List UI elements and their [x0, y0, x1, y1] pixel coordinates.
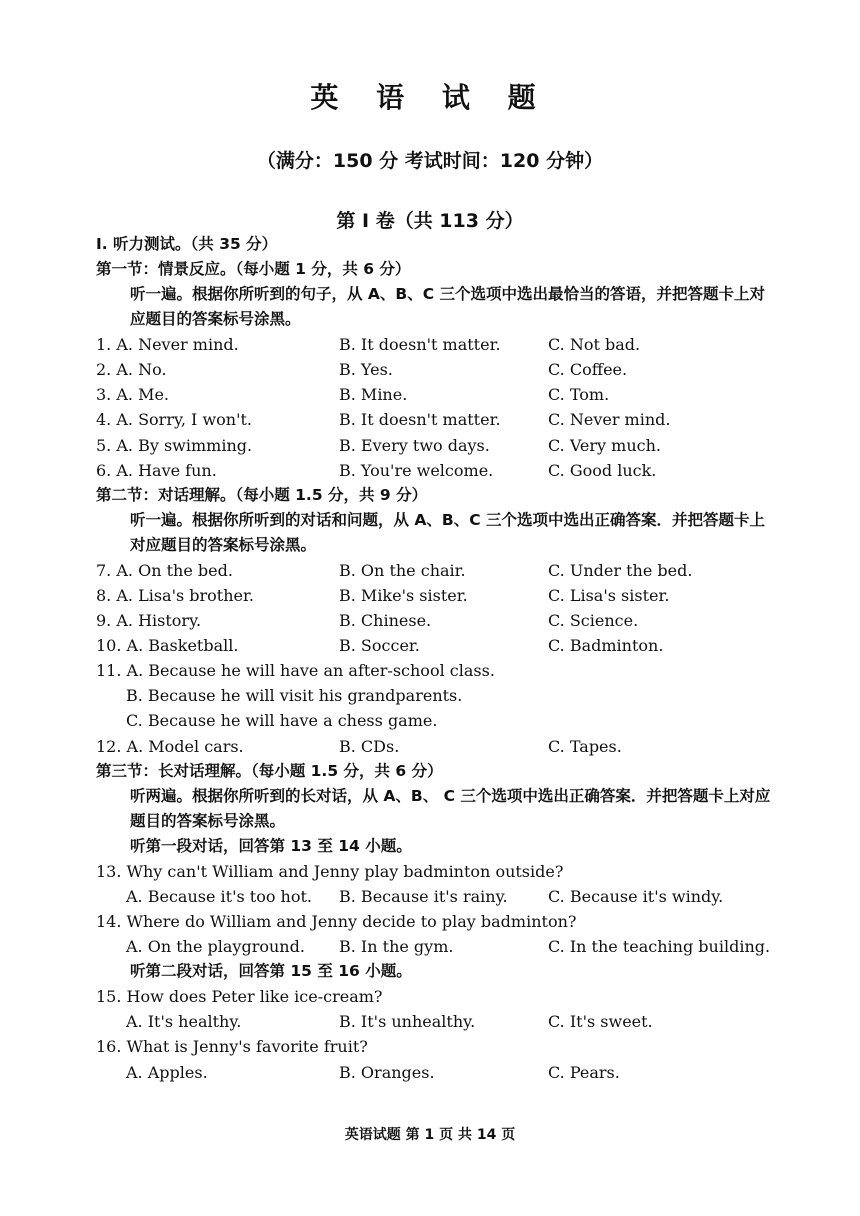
question-11-a: 11. A. Because he will have an after-school class. [96, 661, 495, 681]
question-row [96, 608, 776, 633]
option-a: A. On the playground. [126, 937, 305, 957]
option-c: C. Because it's windy. [548, 886, 724, 906]
question-row [96, 332, 776, 357]
question-row [96, 558, 776, 583]
page-footer: 英语试题 第 1 页 共 14 页 [344, 1127, 516, 1143]
option-c: C. It's sweet. [548, 1012, 653, 1032]
dialog-note: 听第一段对话，回答第 13 至 14 小题。 [130, 836, 412, 855]
option-a: 1. A. Never mind. [96, 335, 239, 355]
question-11-b: B. Because he will visit his grandparents. [126, 686, 463, 706]
option-b: B. Soccer. [339, 636, 420, 656]
option-a: 6. A. Have fun. [96, 460, 217, 480]
question-row [96, 407, 776, 432]
option-a: 8. A. Lisa's brother. [96, 585, 254, 605]
question-row [96, 633, 776, 658]
question-11-c: C. Because he will have a chess game. [126, 711, 438, 731]
option-b: B. It doesn't matter. [339, 410, 501, 430]
option-a: A. It's healthy. [126, 1012, 242, 1032]
option-c: C. Coffee. [548, 360, 628, 380]
question-row [96, 433, 776, 458]
option-b: B. Every two days. [339, 435, 490, 455]
option-b: B. Mine. [339, 385, 408, 405]
question-row [96, 458, 776, 483]
option-c: C. Tapes. [548, 736, 622, 756]
option-c: C. Good luck. [548, 460, 657, 480]
option-b: B. In the gym. [339, 937, 454, 957]
question-row [96, 357, 776, 382]
option-c: C. Under the bed. [548, 560, 693, 580]
section-heading: 第二节：对话理解。（每小题 1.5 分，共 9 分） [96, 485, 428, 504]
question-row [96, 934, 776, 959]
option-a: A. Apples. [126, 1062, 208, 1082]
option-c: C. Pears. [548, 1062, 620, 1082]
question-row [96, 884, 776, 909]
option-a: 4. A. Sorry, I won't. [96, 410, 253, 430]
option-a: 2. A. No. [96, 360, 167, 380]
option-a: 12. A. Model cars. [96, 736, 244, 756]
exam-subtitle: （满分：150 分 考试时间：120 分钟） [256, 150, 604, 172]
option-c: C. Never mind. [548, 410, 671, 430]
option-b: B. Mike's sister. [339, 585, 468, 605]
option-b: B. On the chair. [339, 560, 466, 580]
section-heading: 第三节：长对话理解。（每小题 1.5 分，共 6 分） [96, 761, 443, 780]
option-c: C. Very much. [548, 435, 661, 455]
dialog-note: 听第二段对话，回答第 15 至 16 小题。 [130, 962, 412, 981]
option-a: 10. A. Basketball. [96, 636, 239, 656]
option-a: 9. A. History. [96, 611, 202, 631]
part-heading: I. 听力测试。（共 35 分） [96, 235, 278, 253]
question-14: 14. Where do William and Jenny decide to play badminton? [96, 911, 577, 931]
section-instruction: 听一遍。根据你所听到的对话和问题，从 A、B、C 三个选项中选出正确答案．并把答题卡上对应题目的答案标号涂黑。 [130, 510, 765, 554]
option-b: B. CDs. [339, 736, 400, 756]
question-16: 16. What is Jenny's favorite fruit? [96, 1037, 368, 1057]
section-instruction: 听两遍。根据你所听到的长对话，从 A、B、 C 三个选项中选出正确答案．并把答题卡上对应题目的答案标号涂黑。 [130, 786, 771, 830]
question-row [96, 734, 776, 759]
option-c: C. Badminton. [548, 636, 664, 656]
question-13: 13. Why can't William and Jenny play badminton outside? [96, 861, 564, 881]
option-b: B. Yes. [339, 360, 393, 380]
section-heading: 第一节：情景反应。（每小题 1 分，共 6 分） [96, 260, 411, 279]
exam-content [96, 232, 776, 1085]
exam-title: 英 语 试 题 [310, 81, 550, 114]
option-a: 7. A. On the bed. [96, 560, 233, 580]
option-b: B. Because it's rainy. [339, 886, 508, 906]
question-row [96, 583, 776, 608]
option-a: 3. A. Me. [96, 385, 170, 405]
option-b: B. It's unhealthy. [339, 1012, 476, 1032]
option-b: B. You're welcome. [339, 460, 494, 480]
question-row [96, 1060, 776, 1085]
option-b: B. Oranges. [339, 1062, 435, 1082]
section-instruction: 听一遍。根据你所听到的句子，从 A、B、C 三个选项中选出最恰当的答语，并把答题卡上对应题目的答案标号涂黑。 [130, 285, 765, 329]
option-a: A. Because it's too hot. [126, 886, 312, 906]
question-row [96, 382, 776, 407]
question-15: 15. How does Peter like ice-cream? [96, 987, 383, 1007]
option-c: C. Not bad. [548, 335, 641, 355]
option-a: 5. A. By swimming. [96, 435, 253, 455]
question-row [96, 1009, 776, 1034]
option-c: C. In the teaching building. [548, 937, 771, 957]
option-b: B. It doesn't matter. [339, 335, 501, 355]
paper-heading: 第 I 卷（共 113 分） [336, 210, 524, 232]
option-c: C. Science. [548, 611, 639, 631]
option-c: C. Lisa's sister. [548, 585, 670, 605]
option-b: B. Chinese. [339, 611, 432, 631]
option-c: C. Tom. [548, 385, 610, 405]
